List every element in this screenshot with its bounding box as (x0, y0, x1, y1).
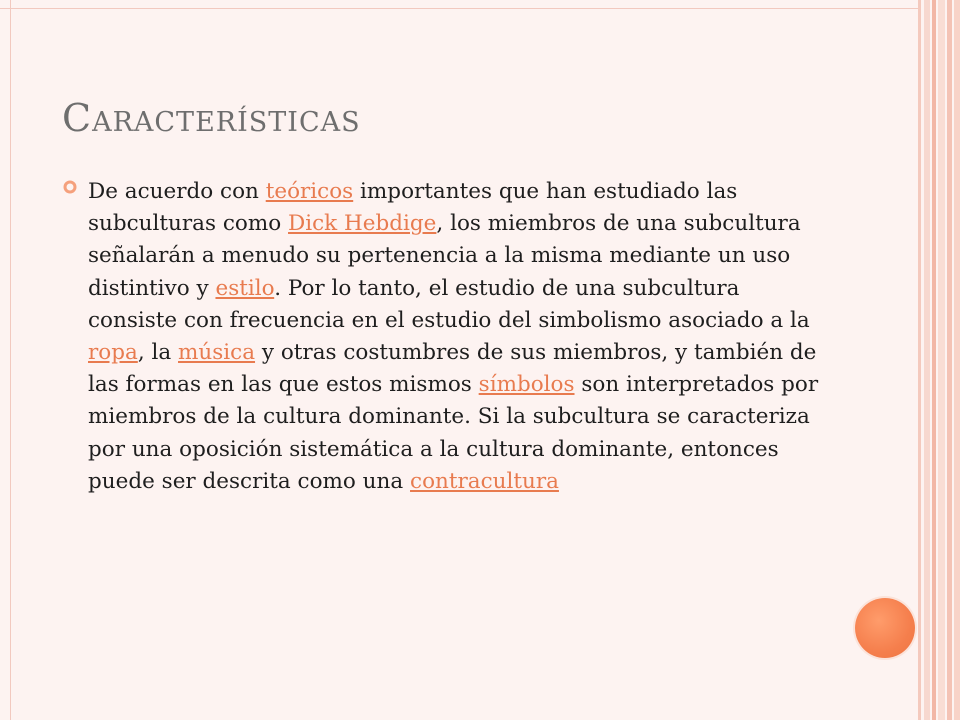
paragraph-text: importantes que han estudiado las subculturas como (88, 179, 738, 237)
link-música[interactable]: música (178, 340, 256, 366)
link-símbolos[interactable]: símbolos (478, 372, 575, 398)
link-teóricos[interactable]: teóricos (265, 179, 354, 204)
paragraph-text: , los miembros de una subcultura señalarán a menudo su pertenencia a la misma mediante un uso distintivo y (88, 211, 801, 301)
right-stripe (938, 0, 945, 720)
right-stripe (947, 0, 952, 720)
right-stripe (932, 0, 936, 720)
body-paragraph (88, 176, 832, 498)
bullet-ring-icon (62, 179, 78, 195)
slide-title: Características (62, 96, 361, 140)
paragraph-text: , la (137, 340, 179, 366)
link-estilo[interactable]: estilo (215, 275, 275, 301)
top-border-line (0, 8, 920, 9)
paragraph-text: De acuerdo con (88, 179, 266, 204)
bullet-item (62, 176, 832, 498)
paragraph-text: . Por lo tanto, el estudio de una subcultura consiste con frecuencia en el estudio del simbolismo asociado a la (88, 275, 810, 333)
paragraph-text: y otras costumbres de sus miembros, y también de las formas en las que estos mismos (88, 340, 817, 398)
right-stripe (924, 0, 930, 720)
slide-body (62, 176, 832, 498)
decorative-orange-circle (855, 598, 915, 658)
right-stripe (918, 0, 921, 720)
right-stripe (954, 0, 960, 720)
link-contracultura[interactable]: contracultura (410, 468, 559, 494)
link-dick-hebdige[interactable]: Dick Hebdige (288, 211, 437, 237)
left-border-line (10, 0, 11, 720)
paragraph-text: son interpretados por miembros de la cultura dominante. Si la subcultura se caracteriza por una oposición sistemática a la cultura dominante, entonces puede ser descrita como una (88, 372, 819, 494)
link-ropa[interactable]: ropa (88, 340, 138, 366)
